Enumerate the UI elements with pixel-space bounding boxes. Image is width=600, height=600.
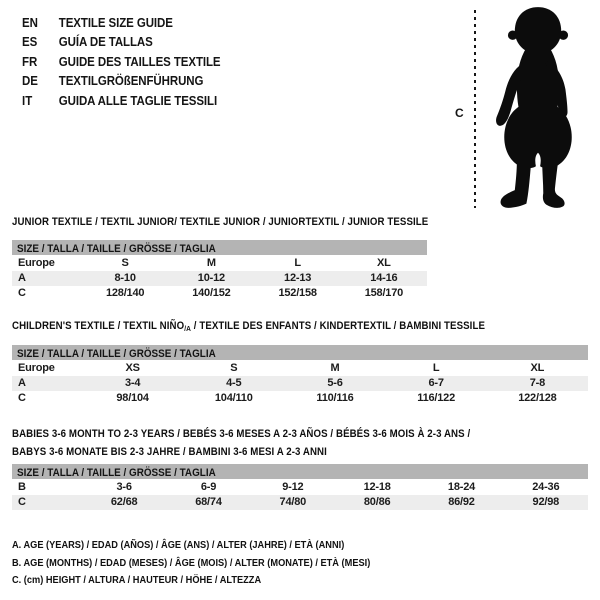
junior-table-title: JUNIOR TEXTILE / TEXTIL JUNIOR/ TEXTILE JUNIOR / JUNIORTEXTIL / JUNIOR TESSILE <box>12 216 429 228</box>
babies-title-line1: BABIES 3-6 MONTH TO 2-3 YEARS / BEBÉS 3-6 MESES A 2-3 AÑOS / BÉBÉS 3-6 MOIS À 2-3 ANS / <box>12 428 471 440</box>
language-list <box>22 13 238 111</box>
size-cell: 24-36 <box>532 481 560 493</box>
language-code: DE <box>22 74 38 89</box>
row-label: A <box>18 377 26 389</box>
size-cell: 3-6 <box>116 481 132 493</box>
babies-title-line2: BABYS 3-6 MONATE BIS 2-3 JAHRE / BAMBINI 3-6 MESI A 2-3 ANNI <box>12 446 327 458</box>
table-row <box>12 361 588 376</box>
size-cell: 12-13 <box>284 272 312 284</box>
table-row <box>12 391 588 406</box>
children-title-subscript: /A <box>184 324 191 333</box>
size-cell: S <box>230 362 238 374</box>
size-cell: 80/86 <box>363 496 391 508</box>
row-label: C <box>18 496 26 508</box>
children-table-title <box>12 320 485 333</box>
language-row-es <box>22 33 221 53</box>
table-row <box>12 495 588 510</box>
language-code: IT <box>22 93 33 108</box>
junior-table-grid <box>12 256 427 301</box>
footnote-c: C. (cm) HEIGHT / ALTURA / HAUTEUR / HÖHE / ALTEZZA <box>12 574 262 586</box>
height-measure-dashed-line <box>474 10 476 208</box>
baby-silhouette-icon <box>480 4 596 212</box>
children-title-part: CHILDREN'S TEXTILE / TEXTIL NIÑO <box>12 320 185 332</box>
table-row <box>12 480 588 495</box>
size-cell: XL <box>377 257 391 269</box>
row-label: C <box>18 392 26 404</box>
language-code: EN <box>22 15 38 30</box>
footnote-b: B. AGE (MONTHS) / EDAD (MESES) / ÂGE (MOIS) / ALTER (MONATE) / ETÀ (MESI) <box>12 556 371 569</box>
size-cell: 10-12 <box>197 272 225 284</box>
size-cell: 86/92 <box>448 496 475 508</box>
size-header-band <box>12 464 588 479</box>
row-label: A <box>18 272 26 284</box>
size-band-label: SIZE / TALLA / TAILLE / GRÖSSE / TAGLIA <box>17 348 216 360</box>
language-row-en <box>22 13 221 33</box>
size-cell: 68/74 <box>195 496 222 508</box>
babies-table-title <box>12 425 533 461</box>
language-title: TEXTILGRÖßENFÜHRUNG <box>58 74 204 89</box>
language-row-fr <box>22 52 221 72</box>
size-cell: 7-8 <box>529 377 546 389</box>
size-cell: 5-6 <box>327 377 343 389</box>
row-label: Europe <box>18 257 55 269</box>
size-cell: 110/116 <box>316 392 354 404</box>
junior-size-table <box>12 240 427 301</box>
size-band-label: SIZE / TALLA / TAILLE / GRÖSSE / TAGLIA <box>17 467 216 479</box>
size-cell: 9-12 <box>282 481 304 493</box>
footnote-a: A. AGE (YEARS) / EDAD (AÑOS) / ÂGE (ANS) / ALTER (JAHRE) / ETÀ (ANNI) <box>12 539 345 551</box>
size-cell: M <box>206 257 216 269</box>
size-header-band <box>12 240 427 255</box>
size-cell: 74/80 <box>279 496 307 508</box>
children-size-table <box>12 345 588 406</box>
children-table-grid <box>12 361 588 406</box>
size-cell: 116/122 <box>417 392 456 404</box>
size-cell: 8-10 <box>114 272 136 284</box>
size-cell: 6-7 <box>428 377 444 389</box>
language-code: ES <box>22 35 38 50</box>
size-cell: XS <box>125 362 140 374</box>
size-cell: 4-5 <box>226 377 242 389</box>
babies-table-grid <box>12 480 588 510</box>
language-row-it <box>22 91 221 111</box>
size-cell: 104/110 <box>214 392 253 404</box>
size-cell: 3-4 <box>124 377 141 389</box>
height-measure-label: C <box>455 106 464 120</box>
size-cell: S <box>121 257 129 269</box>
children-title-part: / TEXTILE DES ENFANTS / KINDERTEXTIL / BAMBINI TESSILE <box>190 320 485 332</box>
language-title: GUÍA DE TALLAS <box>58 35 153 50</box>
language-code: FR <box>22 54 38 69</box>
size-cell: 158/170 <box>364 287 404 299</box>
size-cell: 62/68 <box>110 496 138 508</box>
babies-size-table <box>12 464 588 510</box>
size-band-label: SIZE / TALLA / TAILLE / GRÖSSE / TAGLIA <box>17 243 216 255</box>
table-row <box>12 271 427 286</box>
size-cell: 14-16 <box>370 272 398 284</box>
table-row <box>12 376 588 391</box>
size-cell: 18-24 <box>447 481 476 493</box>
size-cell: 12-18 <box>363 481 391 493</box>
row-label: B <box>18 481 26 493</box>
size-cell: 92/98 <box>532 496 560 508</box>
language-title: GUIDA ALLE TAGLIE TESSILI <box>58 93 218 108</box>
size-cell: 6-9 <box>200 481 217 493</box>
table-row <box>12 286 427 301</box>
size-header-band <box>12 345 588 360</box>
row-label: C <box>18 287 26 299</box>
size-cell: 98/104 <box>116 392 149 404</box>
size-cell: L <box>432 362 440 374</box>
size-cell: L <box>294 257 301 269</box>
size-cell: 122/128 <box>518 392 557 404</box>
size-cell: 128/140 <box>105 287 145 299</box>
footnotes <box>12 537 419 590</box>
language-row-de <box>22 72 221 92</box>
size-cell: 152/158 <box>278 287 317 299</box>
size-cell: XL <box>530 362 545 374</box>
size-cell: 140/152 <box>192 287 231 299</box>
row-label: Europe <box>18 362 55 374</box>
language-title: TEXTILE SIZE GUIDE <box>58 15 173 30</box>
size-cell: M <box>330 362 340 374</box>
table-row <box>12 256 427 271</box>
language-title: GUIDE DES TAILLES TEXTILE <box>58 54 221 69</box>
